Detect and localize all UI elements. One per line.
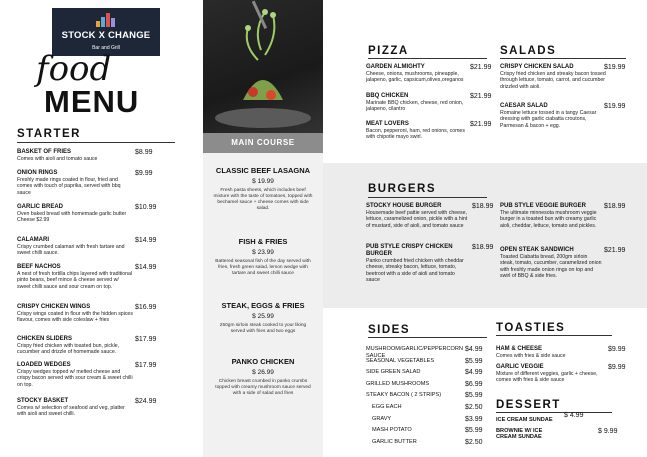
menu-item [17,398,133,418]
side-name: STEAKY BACON ( 2 STRIPS) [366,392,442,399]
item-price: $9.99 [608,364,626,371]
side-price: $5.99 [465,392,483,400]
menu-item [366,64,470,84]
side-name: GRAVY [372,415,392,422]
dessert-price: $ 9.99 [598,428,618,435]
burgers-rule [368,197,487,198]
item-name: FISH & FRIES [238,237,288,246]
menu-item [500,203,602,229]
item-price: $14.99 [135,237,157,244]
item-price: $24.99 [135,398,157,405]
item-description: Comes with aioli and tomato sauce [17,156,98,162]
item-price: $19.99 [604,103,626,110]
item-price: $19.99 [604,64,626,71]
dessert-price: $ 4.99 [564,412,584,419]
item-description: Crispy crumbed calamari with fresh tartare and sweet chilli sauce. [17,244,125,257]
item-description: Oven baked bread with homemade garlic butter Cheese $2.99 [17,211,127,224]
toasties-heading: TOASTIES [496,322,566,334]
side-price: $6.99 [465,380,483,388]
item-price: $21.99 [470,93,492,100]
item-description: Battered seasonal fish of the day served with fries, fresh green salad, lemon wedge with tartare and sweet chilli sauce [215,259,311,276]
item-description: Crispy fried chicken and streaky bacon tossed through lettuce, tomato, carrot, and cucumber drizzled with aioli. [500,71,606,90]
menu-item [17,264,133,290]
dessert-name: ICE CREAM SUNDAE [496,417,553,423]
side-price: $2.50 [465,438,483,446]
item-name: PUB STYLE CRISPY CHICKEN BURGER [366,244,453,257]
item-name: MEAT LOVERS [366,121,409,127]
sides-rule [368,337,487,338]
side-name: GARLIC BUTTER [372,438,417,445]
item-name: OPEN STEAK SANDWICH [500,247,574,253]
item-description: Housemade beef pattie served with cheese, lettuce, caramelized onion, pickle with a hint of mustard, side of aioli, and tomato sauce [366,210,468,229]
side-name: GRILLED MUSHROOMS [366,380,430,387]
dessert-rule [496,412,612,413]
item-name: PANKO CHICKEN [231,357,295,366]
item-name: ONION RINGS [17,170,58,176]
menu-item [17,237,133,257]
item-name: STOCKY HOUSE BURGER [366,203,442,209]
item-name: HAM & CHEESE [496,346,543,352]
menu-item [17,362,133,388]
item-price: $17.99 [135,362,157,369]
item-price: $ 19.99 [252,178,274,185]
item-description: 250gm sirloin steak cooked to your liking served with fries and two eggs [219,323,307,334]
item-price: $8.99 [135,149,153,156]
main-course-item [203,237,323,277]
item-description: Panko crumbed fried chicken with cheddar cheese, streaky bacon, lettuce, tomato, beetroot with a side of aioli and tomato sauce [366,258,464,283]
item-price: $21.99 [470,121,492,128]
item-price: $17.99 [135,336,157,343]
item-name: STEAK, EGGS & FRIES [221,301,305,310]
side-name: MASH POTATO [372,427,412,434]
item-description: Romaine lettuce tossed in a tangy Caesar dressing with garlic ciabatta croutons, Parmesan & bacon + egg. [500,110,597,129]
side-price: $5.99 [465,357,483,365]
item-name: GARDEN ALMIGHTY [366,64,425,70]
menu-item [496,364,602,384]
item-name: BEEF NACHOS [17,264,61,270]
menu-item [366,93,470,113]
menu-title: MENU [44,84,140,119]
food-photo [203,0,323,133]
logo-bars-icon [96,13,118,27]
salads-heading: SALADS [500,45,557,57]
item-name: BASKET OF FRIES [17,149,72,155]
menu-item [500,247,602,279]
item-price: $9.99 [608,346,626,353]
side-name: EGG EACH [372,404,402,410]
item-description: The ultimate minnesota mushroom veggie burger in a toasted bun with creamy garlic aioli, cheddar, lettuce, tomato and pickles. [500,210,597,229]
item-price: $9.99 [135,170,153,177]
item-description: Bacon, pepperoni, ham, red onions, comes with chipotle mayo swirl. [366,128,465,141]
item-description: Mixture of different veggies, garlic + cheese, comes with fries & side sauce [496,371,598,384]
item-description: Crispy wings coated in flour with the hidden spices flavour, comes with side coleslaw + fries [17,311,133,324]
item-name: CRISPY CHICKEN SALAD [500,64,574,70]
main-course-item [203,166,323,212]
menu-item [17,149,133,162]
item-description: Fresh pasta sheets, which includes beef mixture with the taste of tomatoes, topped with bechamel sauce + cheese comes with side salad. [213,188,313,211]
burgers-heading: BURGERS [368,183,437,195]
logo-subtitle: Bar and Grill [92,45,120,51]
item-description: Comes w/ selection of seafood and veg, platter with aioli and sweet chilli. [17,405,125,418]
item-description: Marinate BBQ chicken, cheese, red onion, jalapeno, cilantro [366,100,464,113]
salads-rule [500,58,626,59]
side-price: $4.99 [465,346,483,353]
item-description: Cheese, onions, mushrooms, pineapple, jalapeno, garlic, capsicum,olives,oreganos [366,71,464,84]
menu-item [17,204,133,224]
item-description: Chicken breast crumbed in panko crumbs topped with creamy mushroom sauce served with a side of salad and fries [215,379,311,396]
item-name: GARLIC BREAD [17,204,63,210]
side-name: SEASONAL VEGETABLES [366,357,435,364]
item-name: PUB STYLE VEGGIE BURGER [500,203,587,209]
main-course-item [203,357,323,397]
item-name: STOCKY BASKET [17,398,69,404]
item-description: Crispy fried chicken with toasted bun, pickle, cucumber and drizzle of homemade sauce. [17,343,120,356]
menu-item [500,103,608,129]
menu-item [366,121,470,141]
item-price: $ 26.99 [252,369,274,376]
item-description: Crispy wedges topped w/ melted cheese and crispy bacon served with sour cream & sweet chilli on top. [17,369,133,388]
item-price: $18.99 [604,203,626,210]
menu-item [366,203,470,229]
menu-item [366,244,470,283]
side-price: $5.99 [465,427,483,435]
item-name: CLASSIC BEEF LASAGNA [215,166,311,175]
side-name: MUSHROOM/GARLIC/PEPPERCORN SAUCE [366,346,463,359]
starter-rule [17,142,175,143]
logo-name: STOCK X CHANGE [61,30,151,41]
item-description: A nest of fresh tortilla chips layered with traditional pinto beans, beef mince & cheese served w/ sweet chilli sauce and sour cream on top. [17,271,133,290]
main-course-heading: MAIN COURSE [203,133,323,153]
toasties-rule [496,335,612,336]
menu-item [500,64,608,90]
starter-heading: STARTER [17,128,81,140]
side-price: $4.99 [465,369,483,377]
side-price: $3.99 [465,415,483,423]
menu-item [17,336,133,356]
food-script-title: food [36,49,112,89]
menu-item [496,346,602,359]
pizza-heading: PIZZA [368,45,409,57]
item-name: LOADED WEDGES [17,362,71,368]
side-price: $2.50 [465,404,483,411]
item-price: $16.99 [135,304,157,311]
menu-item [17,304,133,324]
item-description: Comes with fries & side sauce [496,353,566,359]
sides-heading: SIDES [368,324,411,336]
item-price: $18.99 [472,203,494,210]
item-price: $18.99 [472,244,494,251]
item-name: BBQ CHICKEN [366,93,409,99]
main-course-item [203,301,323,335]
item-description: Freshly made rings coated in flour, fried and comes with touch of paprika, served with bbq sauce [17,177,121,196]
item-description: Toasted Ciabatta bread, 200gm sirloin steak, tomato, cucumber, caramelized onion with freshly made onion rings on top and swirl of BBQ & side fries. [500,254,602,279]
menu-item [17,170,133,196]
dessert-heading: DESSERT [496,399,561,411]
dessert-name: BROWNIE W/ ICE CREAM SUNDAE [496,428,543,440]
item-name: CALAMARI [17,237,49,243]
item-name: CAESAR SALAD [500,103,548,109]
item-price: $ 25.99 [252,313,274,320]
side-name: SIDE GREEN SALAD [366,369,421,376]
item-price: $21.99 [604,247,626,254]
item-name: CRISPY CHICKEN WINGS [17,304,91,310]
item-price: $10.99 [135,204,157,211]
item-price: $14.99 [135,264,157,271]
item-name: CHICKEN SLIDERS [17,336,73,342]
pizza-rule [368,58,487,59]
item-price: $ 23.99 [252,249,274,256]
item-name: GARLIC VEGGIE [496,364,544,370]
item-price: $21.99 [470,64,492,71]
